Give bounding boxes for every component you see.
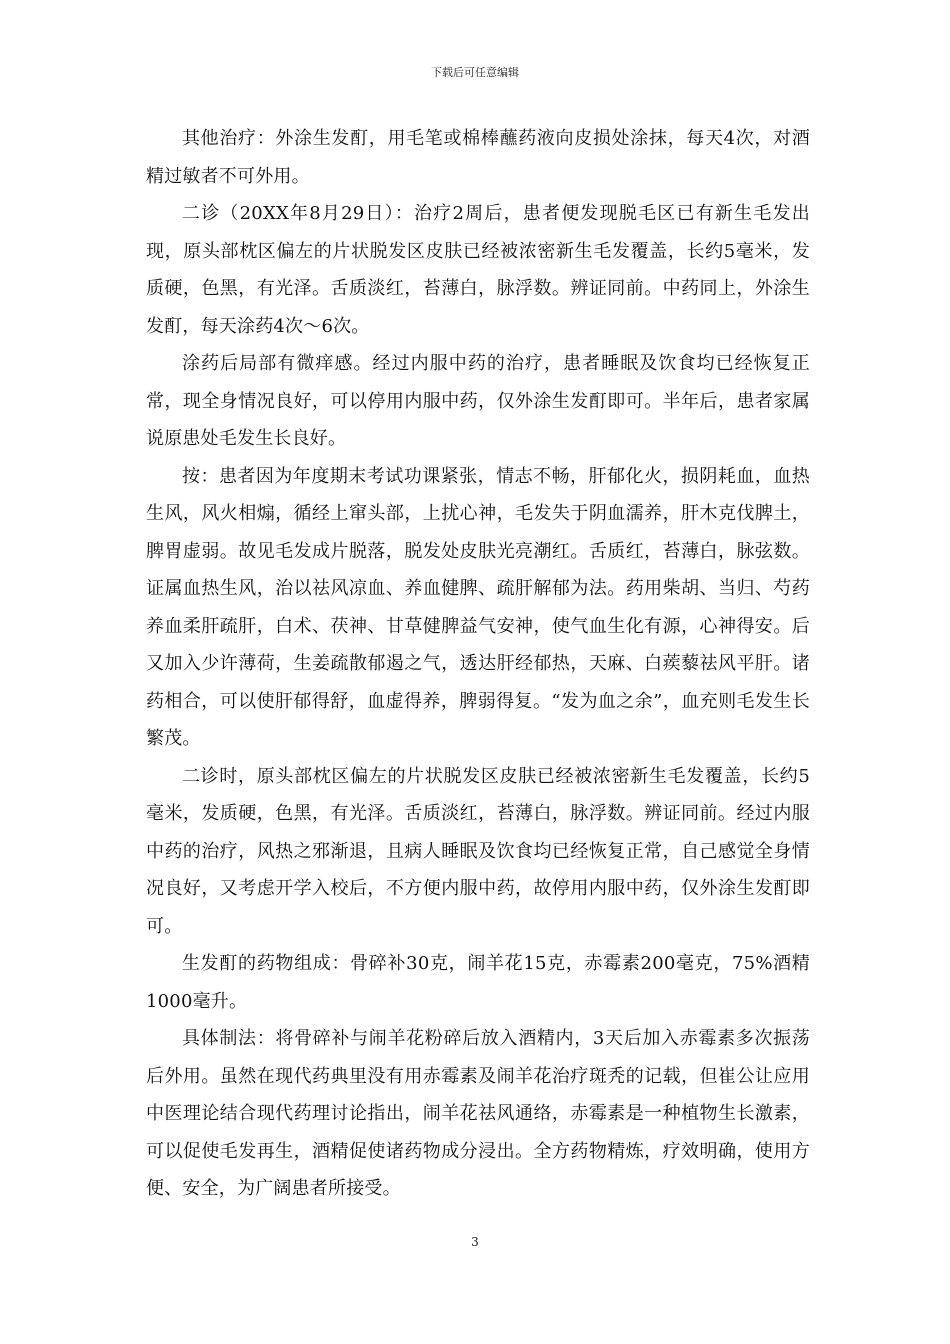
- document-body: [146, 120, 810, 1208]
- paragraph-preparation-method: 具体制法：将骨碎补与闹羊花粉碎后放入酒精内，3天后加入赤霉素多次振荡后外用。虽然在现代药典里没有用赤霉素及闹羊花治疗斑秃的记载，但崔公让应用中医理论结合现代药理讨论指出，闹羊花祛风通络，赤霉素是一种植物生长激素，可以促使毛发再生，酒精促使诸药物成分浸出。全方药物精炼，疗效明确，使用方便、安全，为广阔患者所接受。: [146, 1028, 810, 1199]
- paragraph-second-visit-analysis: 二诊时，原头部枕区偏左的片状脱发区皮肤已经被浓密新生毛发覆盖，长约5毫米，发质硬，色黑，有光泽。舌质淡红，苔薄白，脉浮数。辨证同前。经过内服中药的治疗，风热之邪渐退，且病人睡眠及饮食均已经恢复正常，自己感觉全身情况良好，又考虑开学入校后，不方便内服中药，故停用内服中药，仅外涂生发酊即可。: [146, 765, 810, 937]
- paragraph-other-treatment: 其他治疗：外涂生发酊，用毛笔或棉棒蘸药液向皮损处涂抹，每天4次，对酒精过敏者不可外用。: [146, 128, 810, 187]
- page-number: 3: [471, 1235, 479, 1249]
- paragraph-commentary: 按：患者因为年度期末考试功课紧张，情志不畅，肝郁化火，损阴耗血，血热生风，风火相煽，循经上窜头部，上扰心神，毛发失于阴血濡养，肝木克伐脾土，脾胃虚弱。故见毛发成片脱落，脱发处皮肤光亮潮红。舌质红，苔薄白，脉弦数。证属血热生风，治以祛风凉血、养血健脾、疏肝解郁为法。药用柴胡、当归、芍药养血柔肝疏肝，白术、茯神、甘草健脾益气安神，使气血生化有源，心神得安。后又加入少许薄荷，生姜疏散郁遏之气，透达肝经郁热，天麻、白蒺藜祛风平肝。诸药相合，可以使肝郁得舒，血虚得养，脾弱得复。“发为血之余”，血充则毛发生长繁茂。: [146, 465, 810, 749]
- paragraph-after-medication: 涂药后局部有微痒感。经过内服中药的治疗，患者睡眠及饮食均已经恢复正常，现全身情况良好，可以停用内服中药，仅外涂生发酊即可。半年后，患者家属说原患处毛发生长良好。: [146, 353, 810, 449]
- paragraph-formula-composition: 生发酊的药物组成：骨碎补30克，闹羊花15克，赤霉素200毫克，75%酒精1000毫升。: [146, 953, 810, 1012]
- page-header: 下载后可任意编辑: [431, 66, 519, 79]
- paragraph-second-visit: 二诊（20XX年8月29日）：治疗2周后，患者便发现脱毛区已有新生毛发出现，原头部枕区偏左的片状脱发区皮肤已经被浓密新生毛发覆盖，长约5毫米，发质硬，色黑，有光泽。舌质淡红，苔薄白，脉浮数。辨证同前。中药同上，外涂生发酊，每天涂药4次～6次。: [146, 203, 810, 337]
